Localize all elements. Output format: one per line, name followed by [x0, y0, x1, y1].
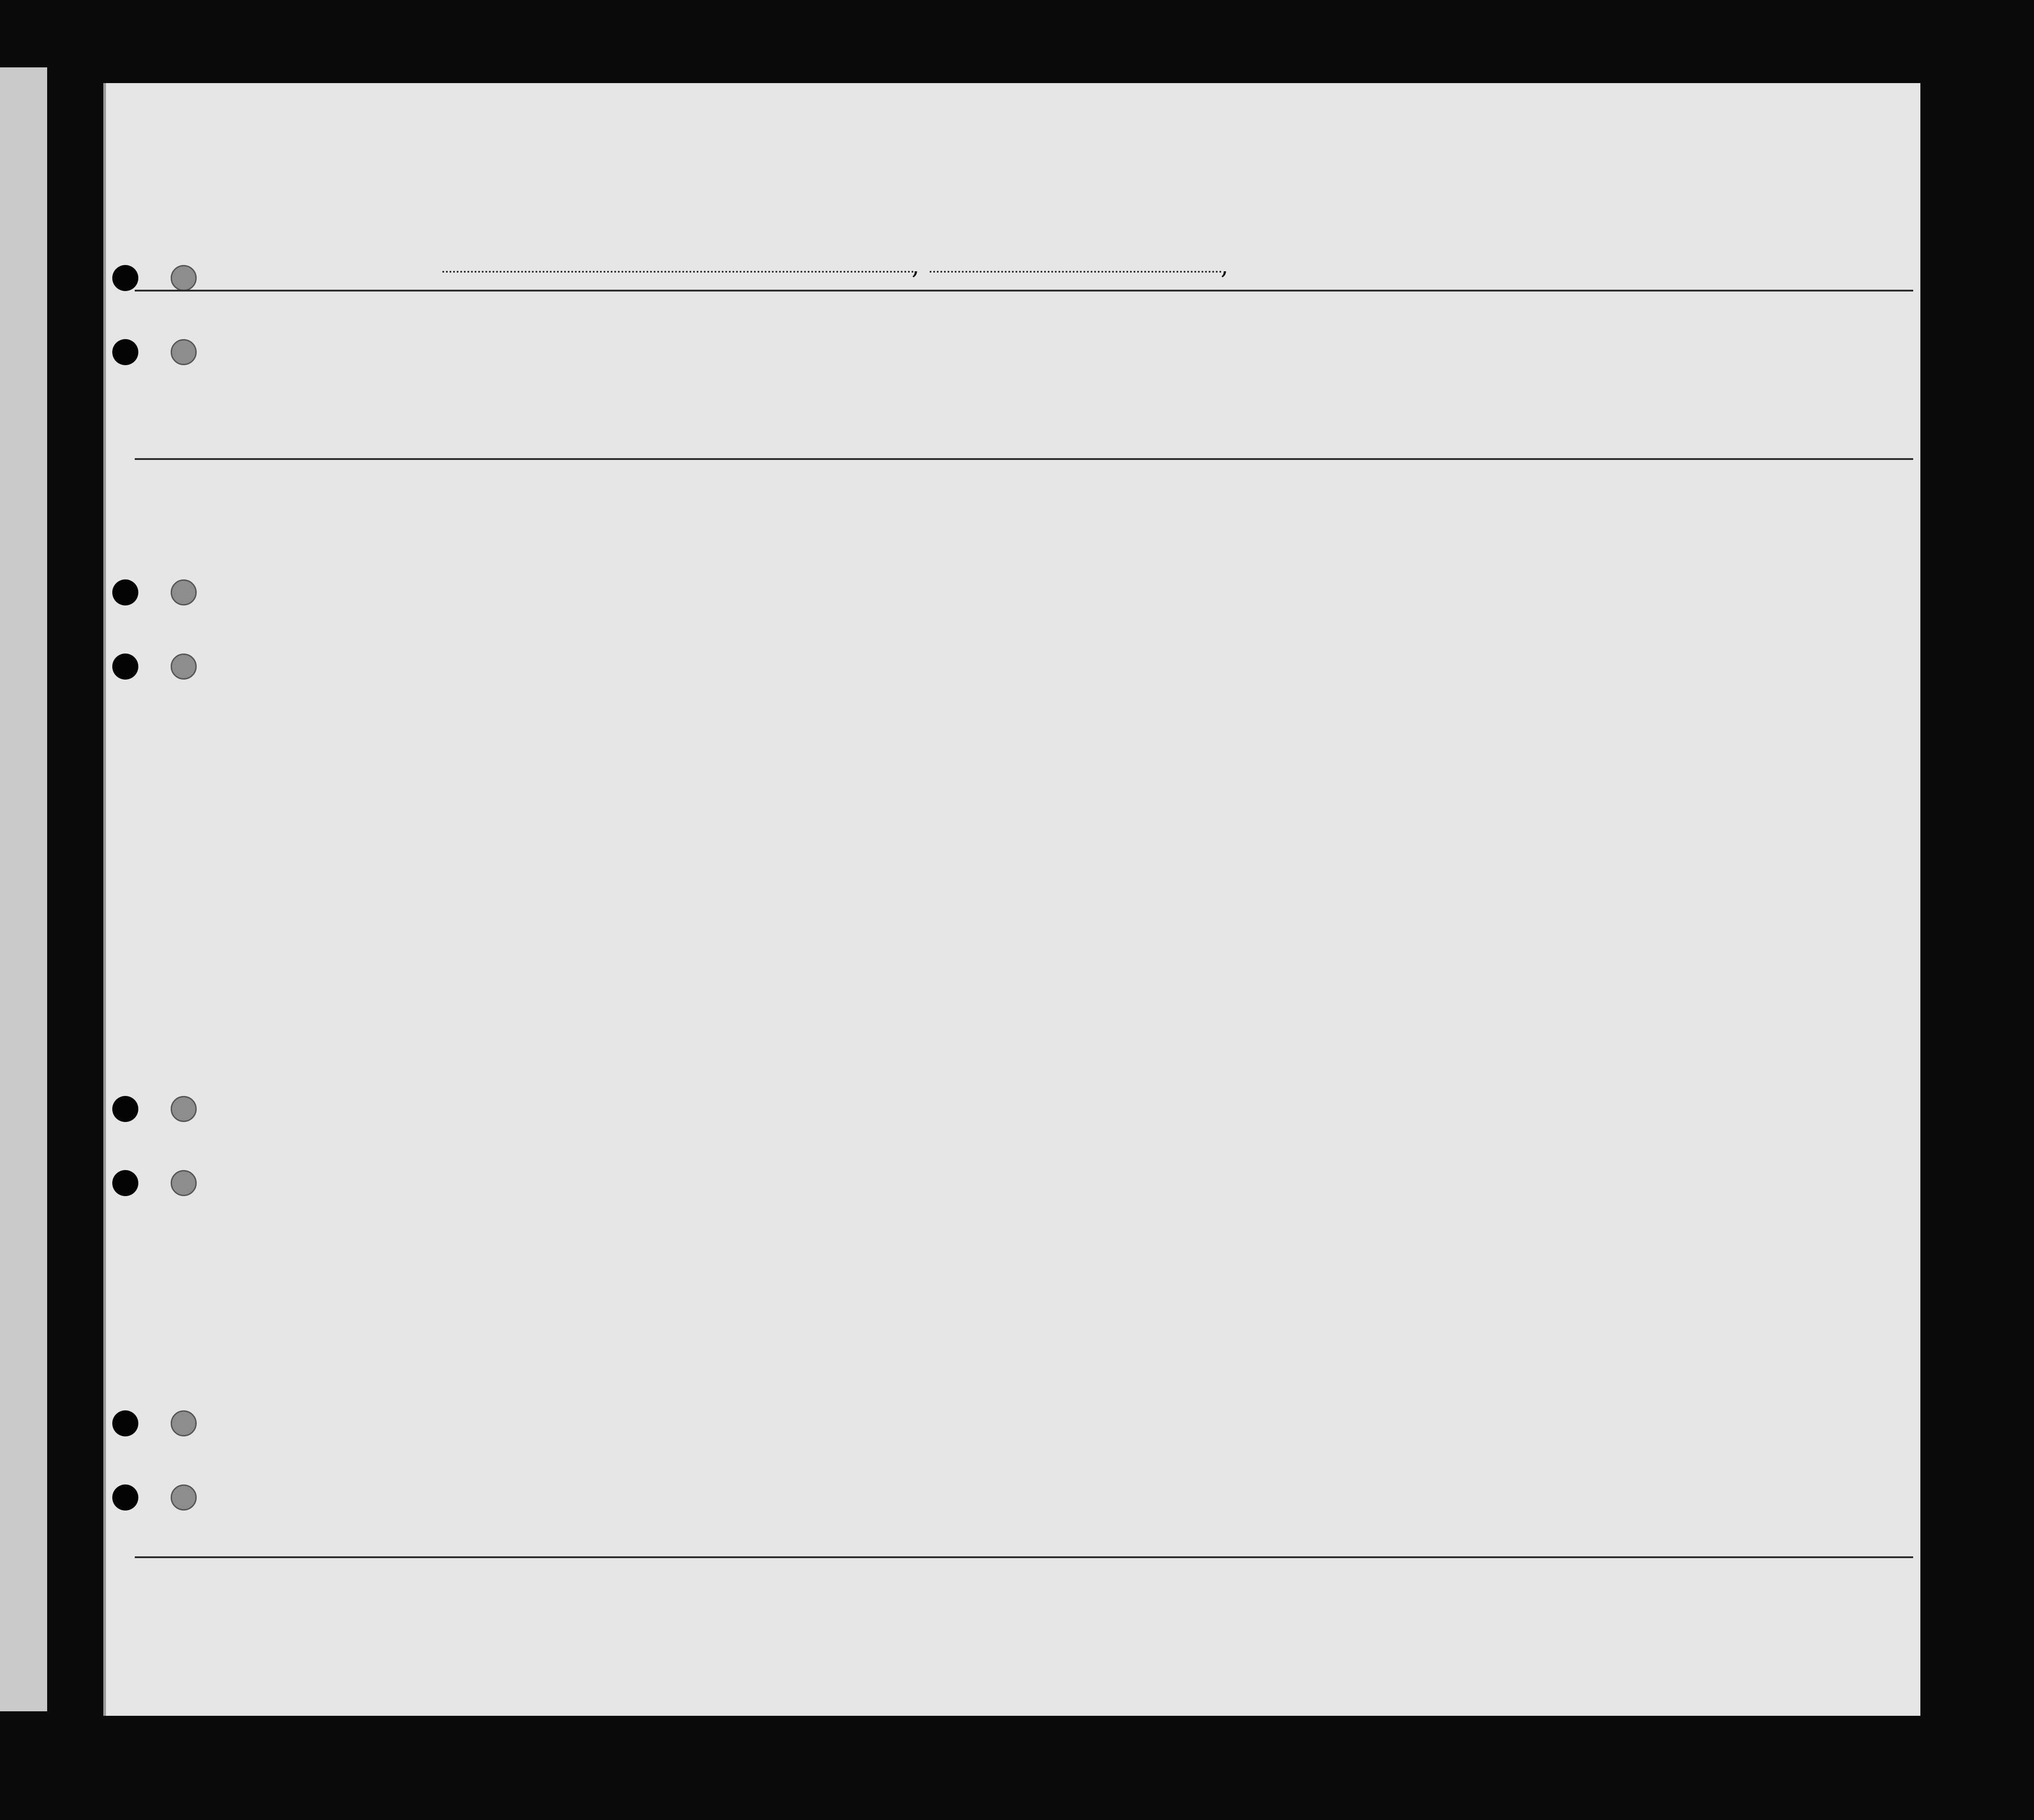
binder-ring	[171, 265, 197, 291]
table-bottom-rule	[135, 1556, 1913, 1558]
binder-ring	[171, 579, 197, 605]
header-prison	[1309, 341, 1336, 449]
arrival-date-line	[930, 271, 1222, 273]
header-overthrow	[1388, 341, 1428, 449]
header-purpose-c	[1279, 346, 1302, 449]
binder-hole	[112, 654, 138, 680]
binder-ring	[171, 654, 197, 680]
binder-hole	[112, 1410, 138, 1436]
binder-ring	[171, 1410, 197, 1436]
comma: ,	[912, 252, 920, 280]
header-purpose-b	[1233, 346, 1251, 449]
binder-hole	[112, 579, 138, 605]
header-deported	[1480, 341, 1498, 449]
table-top-rule	[135, 290, 1913, 292]
adjacent-page-edge	[0, 67, 47, 1711]
binder-hole	[112, 265, 138, 291]
binder-hole	[112, 1096, 138, 1122]
binder-hole	[112, 339, 138, 365]
header-purpose-a	[1170, 346, 1197, 449]
manifest-sheet	[103, 83, 1920, 1716]
header-bottom-rule	[135, 458, 1913, 460]
comma: ,	[1221, 252, 1229, 280]
binder-hole	[112, 1170, 138, 1196]
binder-hole	[112, 1484, 138, 1511]
binder-ring	[171, 1096, 197, 1122]
binder-ring	[171, 1170, 197, 1196]
arrival-port-line	[442, 271, 914, 273]
binder-ring	[171, 1484, 197, 1511]
binder-ring	[171, 339, 197, 365]
header-contract	[1428, 341, 1464, 449]
